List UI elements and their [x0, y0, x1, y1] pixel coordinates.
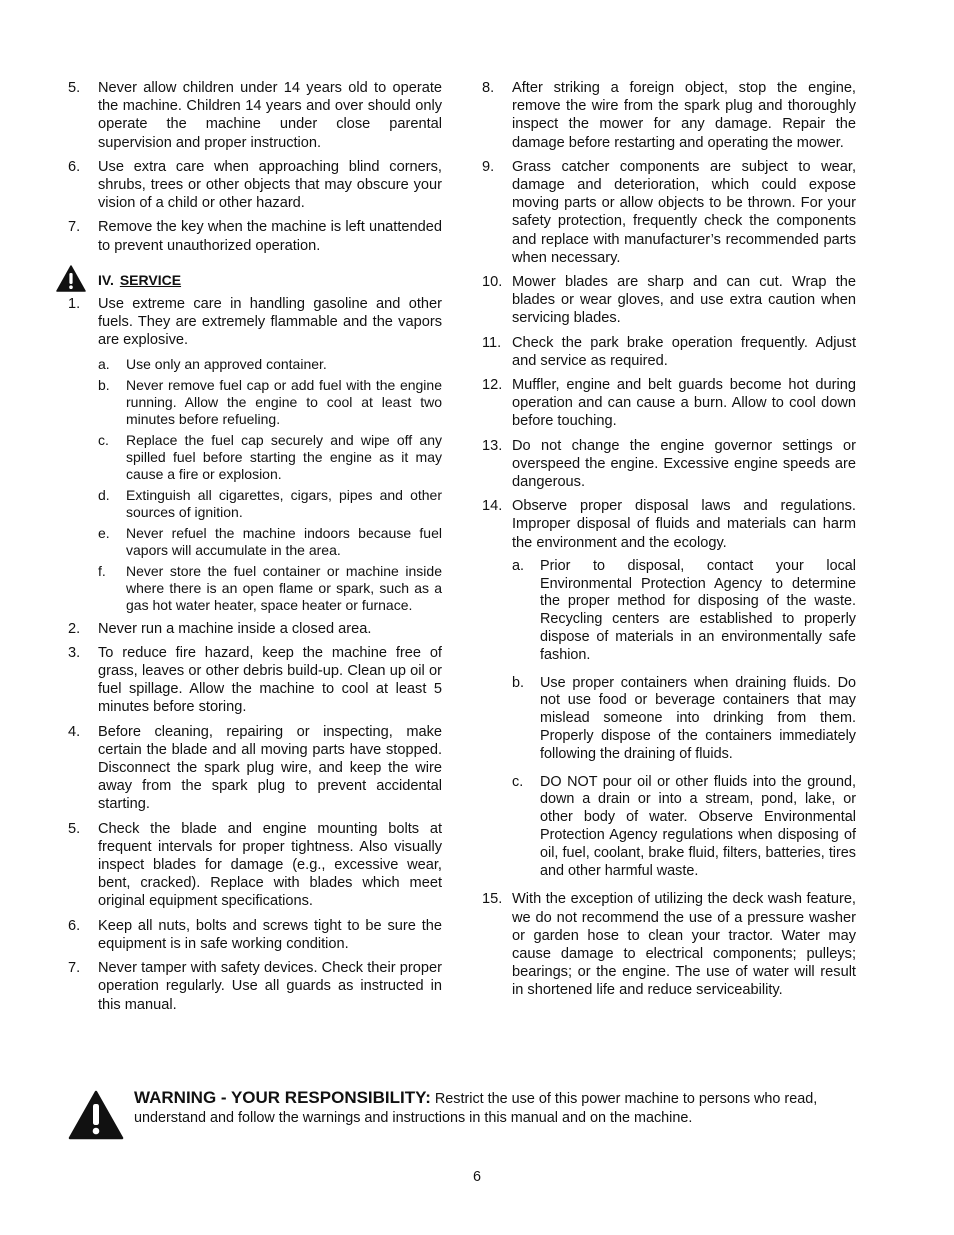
item-number: 10.	[482, 274, 503, 291]
sub-item	[512, 675, 856, 764]
sub-text: Never refuel the machine indoors because fuel vapors will accumulate in the area.	[126, 524, 442, 558]
item-number: 3.	[68, 644, 81, 661]
item-number: 2.	[68, 620, 81, 637]
right-column	[482, 79, 856, 1006]
list-item	[482, 376, 856, 431]
responsibility-warning	[68, 1088, 858, 1128]
sub-letter: a.	[98, 355, 110, 372]
list-item	[482, 334, 856, 370]
warning-text-block	[134, 1088, 858, 1128]
item-number: 11.	[482, 334, 502, 351]
sub-letter: c.	[512, 773, 524, 790]
warning-title: WARNING - YOUR RESPONSIBILITY:	[134, 1088, 431, 1107]
warning-triangle-icon	[56, 265, 86, 292]
sub-text: Never store the fuel container or machine inside where there is an open flame or spark, such as a gas hot water heater, space heater or furnace.	[126, 562, 442, 613]
list-item	[482, 437, 856, 492]
sub-list	[512, 558, 856, 881]
sub-item	[98, 525, 442, 559]
item-number: 6.	[68, 917, 81, 934]
sub-text: Replace the fuel cap securely and wipe off any spilled fuel before starting the engine as it may cause a fire or explosion.	[126, 431, 442, 482]
list-item	[68, 79, 442, 152]
section-title: SERVICE	[119, 271, 182, 288]
list-item	[68, 158, 442, 213]
item-number: 14.	[482, 498, 503, 515]
item-number: 5.	[68, 80, 81, 96]
item-number: 5.	[68, 820, 81, 837]
sub-letter: d.	[98, 486, 110, 503]
sub-list	[98, 356, 442, 614]
item-text: Check the park brake operation frequently. Adjust and service as required.	[512, 334, 856, 369]
item-text: Use extreme care in handling gasoline and other fuels. They are extremely flammable and the vapors are explosive.	[98, 296, 442, 349]
sub-text: Extinguish all cigarettes, cigars, pipes and other sources of ignition.	[126, 486, 442, 520]
sub-text: Use proper containers when draining fluids. Do not use food or beverage containers that may mislead someone into drinking from them. Properly dispose of the containers immediately following the draining of fluids.	[540, 674, 856, 762]
sub-text: Prior to disposal, contact your local Environmental Protection Agency to determine the proper method for disposing of the waste. Recycling centers are established to properly dispose of materials in an environmentally safe fashion.	[540, 557, 856, 663]
list-item	[68, 917, 442, 953]
list-item	[482, 273, 856, 328]
item-number: 15.	[482, 891, 503, 908]
item-text: Remove the key when the machine is left unattended to prevent unauthorized operation.	[98, 219, 442, 254]
sub-item	[98, 487, 442, 521]
item-text: After striking a foreign object, stop the engine, remove the wire from the spark plug and thoroughly inspect the mower for any damage. Repair the damage before restarting and operating the mower.	[512, 80, 856, 151]
list-item	[482, 158, 856, 267]
item-text: With the exception of utilizing the deck wash feature, we do not recommend the use of a pressure washer or garden hose to clean your tractor. Water may cause damage to electrical components; pulleys; bearings; or the engine. The use of water will result in shortened life and reduce serviceability.	[512, 891, 856, 999]
list-item	[68, 295, 442, 350]
item-text: Never run a machine inside a closed area.	[98, 620, 372, 637]
sub-item	[98, 432, 442, 483]
item-text: Grass catcher components are subject to wear, damage and deterioration, which could expose moving parts or allow objects to be thrown. For your safety protection, frequently check the components and replace with manufacturer’s recommended parts when necessary.	[512, 158, 856, 266]
sub-letter: b.	[98, 376, 110, 393]
item-text: To reduce fire hazard, keep the machine free of grass, leaves or other debris build-up. Clean up oil or fuel spillage. Allow the machine to cool at least 5 minutes before storing.	[98, 644, 442, 716]
sub-letter: a.	[512, 557, 525, 574]
sub-text: Never remove fuel cap or add fuel with the engine running. Allow the engine to cool at least two minutes before refueling.	[126, 376, 442, 427]
list-item	[482, 79, 856, 152]
warning-triangle-icon	[68, 1090, 124, 1140]
page-number: 6	[472, 1169, 481, 1185]
list-item	[68, 620, 442, 638]
sub-letter: e.	[98, 524, 110, 541]
left-column	[68, 79, 442, 1020]
section-number: IV.	[98, 271, 114, 288]
item-number: 7.	[68, 219, 81, 236]
item-text: Mower blades are sharp and can cut. Wrap the blades or wear gloves, and use extra caution when servicing blades.	[512, 274, 856, 327]
item-number: 8.	[482, 80, 495, 96]
sub-letter: b.	[512, 674, 525, 691]
sub-letter: c.	[98, 431, 109, 448]
sub-item	[98, 356, 442, 373]
item-number: 13.	[482, 437, 503, 454]
list-item	[68, 218, 442, 254]
item-text: Muffler, engine and belt guards become hot during operation and can cause a burn. Allow to cool down before touching.	[512, 377, 856, 430]
warning-body: Restrict the use of this power machine to persons who read, understand and follow the warnings and instructions in this manual and on the machine.	[134, 1091, 818, 1126]
section-heading	[68, 271, 442, 289]
sub-item	[512, 774, 856, 881]
list-item	[68, 644, 442, 717]
item-text: Do not change the engine governor settings or overspeed the engine. Excessive engine speeds are dangerous.	[512, 437, 856, 491]
list-item	[68, 820, 442, 911]
item-text: Never tamper with safety devices. Check their proper operation regularly. Use all guards as instructed in this manual.	[98, 960, 442, 1013]
item-text: Never allow children under 14 years old to operate the machine. Children 14 years and over should only operate the machine under close parental supervision and proper instruction.	[98, 80, 442, 151]
item-text: Keep all nuts, bolts and screws tight to be sure the equipment is in safe working condition.	[98, 917, 442, 952]
list-item	[68, 959, 442, 1014]
sub-item	[512, 558, 856, 665]
item-number: 6.	[68, 158, 81, 175]
item-number: 1.	[68, 296, 81, 313]
item-number: 9.	[482, 158, 495, 175]
item-number: 12.	[482, 377, 503, 394]
item-text: Before cleaning, repairing or inspecting, make certain the blade and all moving parts have stopped. Disconnect the spark plug wire, and keep the wire away from the spark plug to prevent accidental starting.	[98, 723, 442, 813]
list-item	[68, 723, 442, 814]
sub-text: Use only an approved container.	[126, 355, 327, 372]
sub-letter: f.	[98, 562, 106, 579]
sub-item	[98, 563, 442, 614]
sub-item	[98, 377, 442, 428]
item-text: Observe proper disposal laws and regulations. Improper disposal of fluids and materials can harm the environment and the ecology.	[512, 498, 856, 551]
item-number: 4.	[68, 723, 81, 740]
item-number: 7.	[68, 960, 81, 977]
list-item	[482, 890, 856, 999]
list-item	[482, 497, 856, 552]
item-text: Check the blade and engine mounting bolts at frequent intervals for proper tightness. Also visually inspect blades for damage (e.g., excessive wear, bent, cracked). Replace with blades which meet original equipment specifications.	[98, 820, 442, 910]
sub-text: DO NOT pour oil or other fluids into the ground, down a drain or into a stream, pond, lake, or other body of water. Observe Environmental Protection Agency regulations when disposing of oil, fuel, coolant, brake fluid, filters, batteries, tires and other harmful waste.	[540, 773, 856, 879]
item-text: Use extra care when approaching blind corners, shrubs, trees or other objects that may obscure your vision of a child or other hazard.	[98, 158, 442, 212]
